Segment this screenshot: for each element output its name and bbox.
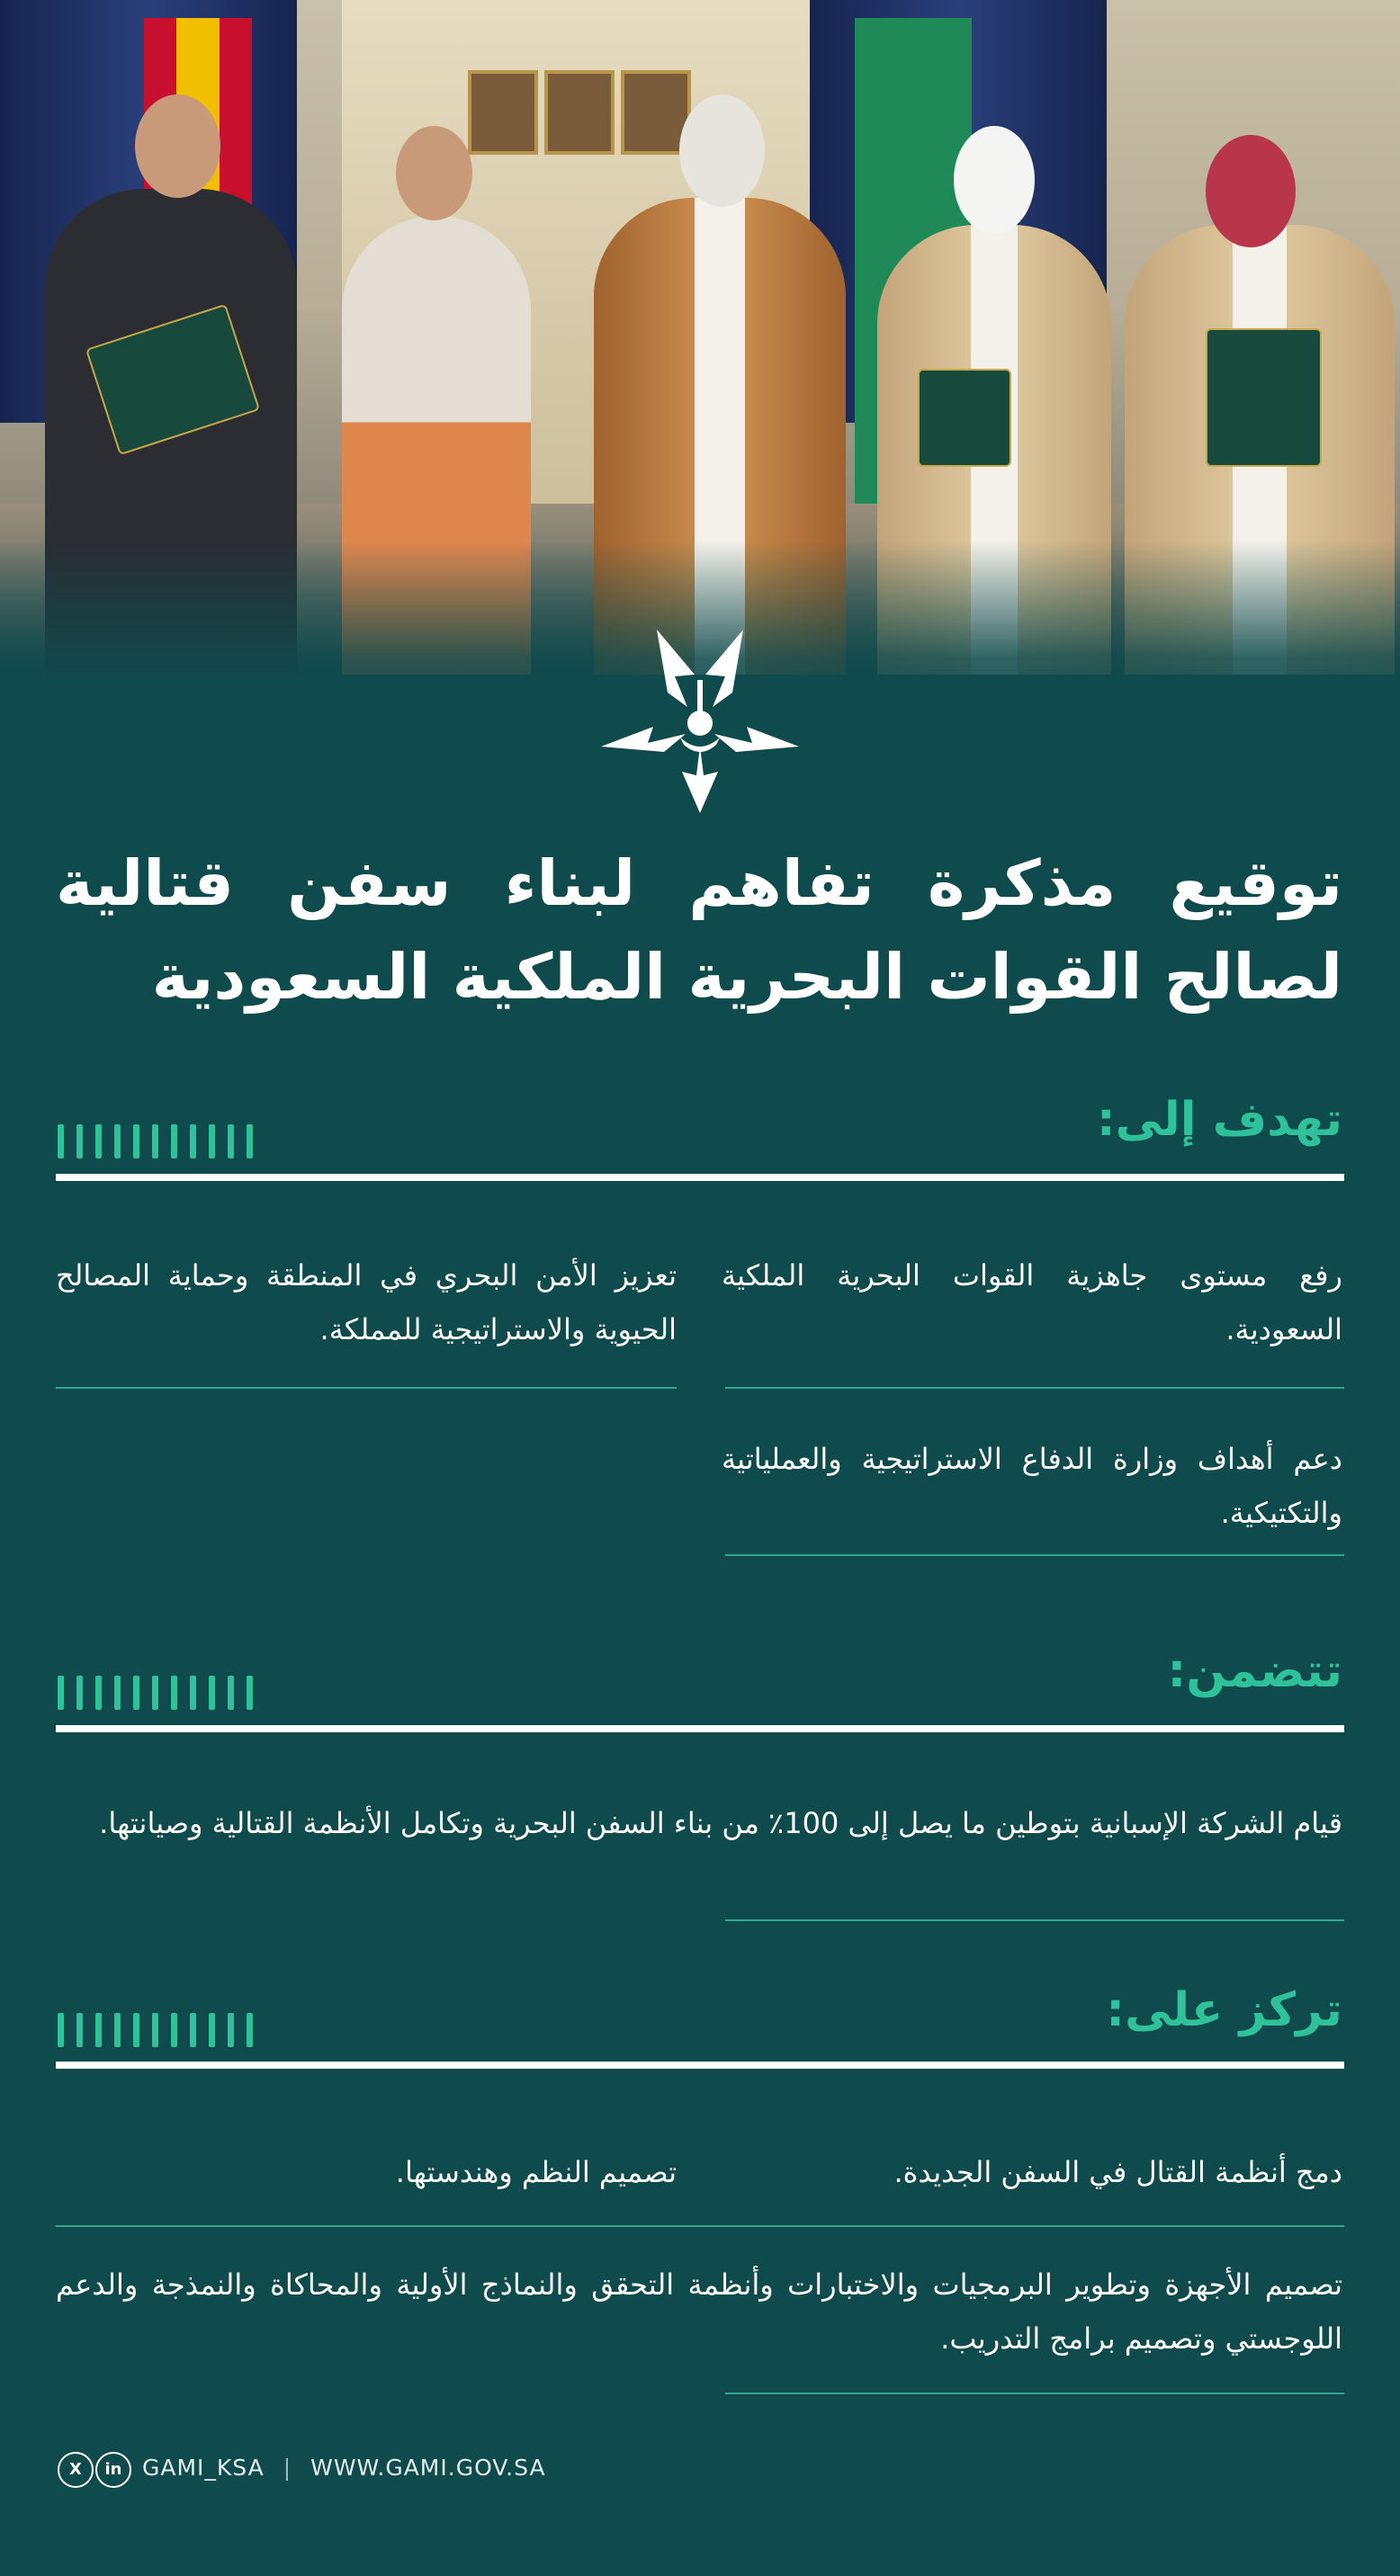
title-line-1: توقيع مذكرة تفاهم لبناء سفن قتالية	[56, 846, 1342, 920]
section-rule	[56, 1725, 1344, 1732]
footer-handle[interactable]: GAMI_KSA	[142, 2455, 265, 2481]
divider	[725, 1387, 1344, 1389]
photo-folder-4	[918, 369, 1011, 467]
focus-item-3: تصميم الأجهزة وتطوير البرمجيات والاختبارات وأنظمة التحقق والنماذج الأولية والمحاكاة والنمذجة والدعم اللوجستي وتصميم برامج التدريب.	[56, 2267, 1342, 2356]
emblem-icon	[599, 621, 801, 822]
tick-marks-icon	[58, 2013, 253, 2047]
aims-item-2: تعزيز الأمن البحري في المنطقة وحماية المصالح الحيوية والاستراتيجية للمملكة.	[56, 1258, 677, 1346]
photo-head-1	[135, 94, 220, 198]
section-heading-aims: تهدف إلى:	[1096, 1093, 1342, 1147]
divider	[56, 1387, 677, 1389]
linkedin-icon[interactable]: in	[95, 2452, 131, 2488]
divider	[725, 2393, 1344, 2394]
footer-links	[142, 2455, 546, 2481]
section-heading-focus: تركز على:	[1106, 1983, 1342, 2037]
photo-portrait-1	[468, 70, 538, 155]
footer-separator: |	[283, 2455, 292, 2481]
includes-item-1: قيام الشركة الإسبانية بتوطين ما يصل إلى 100٪ من بناء السفن البحرية وتكامل الأنظمة القتالية وصيانتها.	[99, 1806, 1342, 1840]
tick-marks-icon	[58, 1124, 253, 1158]
focus-item-2: تصميم النظم وهندستها.	[395, 2155, 677, 2189]
photo-portrait-2	[544, 70, 615, 155]
divider	[725, 1919, 1344, 1921]
aims-item-3: دعم أهداف وزارة الدفاع الاستراتيجية والعملياتية والتكتيكية.	[722, 1442, 1342, 1530]
focus-item-1: دمج أنظمة القتال في السفن الجديدة.	[893, 2155, 1342, 2189]
x-icon[interactable]: X	[58, 2452, 94, 2488]
photo-head-4	[954, 126, 1035, 234]
photo-folder-5	[1206, 328, 1322, 467]
section-heading-includes: تتضمن:	[1167, 1644, 1342, 1698]
photo-head-2	[396, 126, 472, 220]
tick-marks-icon	[58, 1676, 253, 1710]
page-title	[56, 836, 1342, 1024]
footer-website[interactable]: WWW.GAMI.GOV.SA	[310, 2455, 546, 2481]
photo-head-3	[679, 94, 765, 207]
divider	[56, 2225, 1344, 2227]
divider	[725, 1554, 1344, 1556]
header-photo	[0, 0, 1400, 675]
section-rule	[56, 2062, 1344, 2069]
title-line-2: لصالح القوات البحرية الملكية السعودية	[151, 940, 1342, 1014]
photo-head-5	[1206, 135, 1296, 247]
section-rule	[56, 1174, 1344, 1181]
aims-item-1: رفع مستوى جاهزية القوات البحرية الملكية السعودية.	[722, 1258, 1342, 1346]
